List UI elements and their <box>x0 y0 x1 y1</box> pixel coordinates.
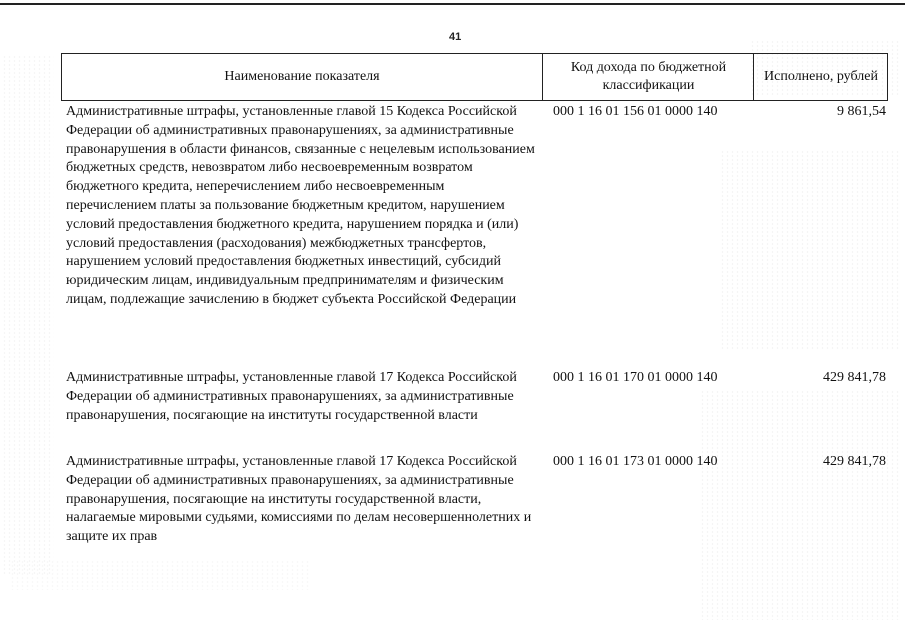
page-number: 41 <box>449 31 462 43</box>
row-3-code: 000 1 16 01 173 01 0000 140 <box>553 454 718 469</box>
row-2-description: Административные штрафы, установленные главой 17 Кодекса Российской Федерации об административных правонарушениях, за административные правонарушения, посягающие на институты государственной власти <box>66 370 517 423</box>
table-header <box>61 53 888 101</box>
scan-noise-bottom-left <box>10 560 310 590</box>
row-3-description: Административные штрафы, установленные главой 17 Кодекса Российской Федерации об административных правонарушениях, за административные правонарушения, посягающие на институты государственной власти, налагаемые мировыми судьями, комиссиями по делам несовершеннолетних и защите их прав <box>66 454 532 545</box>
row-1-code: 000 1 16 01 156 01 0000 140 <box>553 104 718 119</box>
header-amount: Исполнено, рублей <box>753 54 888 100</box>
row-2-amount: 429 841,78 <box>823 370 886 385</box>
scan-noise-right-bottom <box>700 390 900 620</box>
row-1-description: Административные штрафы, установленные главой 15 Кодекса Российской Федерации об административных правонарушениях, за административные правонарушения в области финансов, связанные с нецелевым использованием бюджетных средств, невозвратом либо несвоевременным возвратом бюджетного кредита, неперечислением либо несвоевременным перечислением платы за пользование бюджетным кредитом, нарушением условий предоставления бюджетного кредита, нарушением порядка и (или) условий предоставления (расходования) межбюджетных трансфертов, нарушением условий предоставления бюджетных инвестиций, субсидий юридическим лицам, индивидуальным предпринимателям и физическим лицам, подлежащие зачислению в бюджет субъекта Российской Федерации <box>66 104 535 307</box>
top-border-line <box>0 3 905 5</box>
row-1-amount: 9 861,54 <box>837 104 886 119</box>
header-name: Наименование показателя <box>224 69 380 84</box>
scan-noise-left <box>2 55 54 575</box>
row-3-amount: 429 841,78 <box>823 454 886 469</box>
scan-noise-right-top <box>720 150 900 350</box>
row-2-code: 000 1 16 01 170 01 0000 140 <box>553 370 718 385</box>
header-code: Код дохода по бюджетной классификации <box>542 54 754 100</box>
